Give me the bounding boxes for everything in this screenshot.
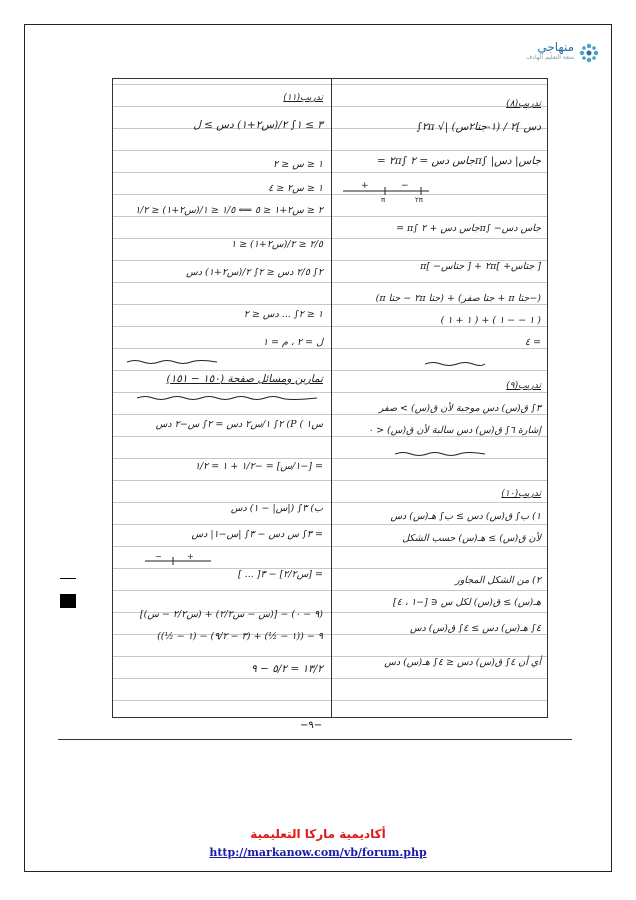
math-line: ٣ ≥ ١∫ ٢/(س٢+١) دس ≥ ل: [193, 119, 323, 131]
math-line: ١ ≤ س٢ ≤ ٤: [268, 183, 323, 194]
math-line: ل = ٢ ، م = ١: [262, 337, 323, 348]
math-line: دس ]٢ / (١-جتا٢س) |√ ٢π∫: [416, 121, 541, 133]
exercise-heading: تدريب(٩): [506, 381, 541, 391]
svg-text:+: +: [187, 553, 194, 561]
math-line: ١ ≤ ٢∫ ... دس ≤ ٢: [243, 309, 323, 320]
exercise-heading: تدريب(٨): [506, 99, 541, 109]
sign-chart-icon: [341, 181, 431, 203]
logo-tagline: متعة التعليم الهادف: [526, 54, 574, 61]
math-line: ٣∫ ق(س) دس موجبة لأن ق(س) > صفر: [378, 403, 541, 414]
math-line: إشارة ٦∫ ق(س) دس سالبة لأن ق(س) < ٠: [367, 425, 541, 436]
svg-text:+: +: [361, 181, 369, 191]
math-line: = ٣∫ س دس − ٣∫ |س−١| دس: [191, 529, 323, 540]
footer-title: أكاديمية ماركا التعليمية: [250, 827, 386, 841]
math-line: π[ −جتاس ] + ٢π[ +جتاس ]: [420, 261, 541, 272]
math-line: ٢) من الشكل المجاور: [455, 575, 541, 586]
math-line: ١٣/٢ = ٥/٢ − ٩: [251, 663, 323, 675]
math-line: ١ ≤ س ≤ ٢: [273, 159, 323, 170]
math-line: ٤ =: [524, 337, 541, 348]
margin-dash: [60, 578, 76, 579]
math-line: ٤∫ هـ(س) دس ≥ ٤∫ ق(س) دس: [409, 623, 541, 634]
svg-text:π: π: [381, 196, 386, 203]
math-line: (٩ − ٠) − [(س − س٢/٢) + (س٢/٢ − س)]: [139, 609, 323, 620]
exercise-heading: تدريب(١٠): [501, 489, 541, 499]
squiggle-divider: [395, 451, 485, 457]
math-line: = [س٢/٢] − ٣[ ... ]: [237, 569, 323, 580]
math-line: ٩ − ((١ − ½) + (٣ − ٩/٢) − (١ − ½)): [157, 631, 323, 642]
squiggle-divider: [137, 395, 317, 401]
math-line: ٢/٥ ≤ ٢/(س٢+١) ≤ ١: [230, 239, 323, 250]
math-line: = ٢π∫ جاس دس = ٢π∫ |جاس| دس: [376, 155, 541, 167]
page-number: −٩−: [300, 720, 323, 731]
math-line: ( ١ + ١ ) + ( ١ − − ١ ): [440, 315, 541, 326]
notebook-sheet: [112, 78, 548, 718]
margin-block: [60, 594, 76, 608]
left-column: [117, 79, 327, 717]
squiggle-divider: [127, 359, 217, 365]
math-line: (−جتا π + جتا صفر) + (جتا ٢π − جتا π): [375, 293, 541, 304]
footer-link[interactable]: http://markanow.com/vb/forum.php: [209, 846, 427, 859]
math-line: ٢ ≤ س٢+١ ≤ ٥ ⟸ ١/٥ ≤ ١/(س٢+١) ≤ ١/٢: [134, 205, 323, 216]
math-line: لأن ق(س) ≥ هـ(س) حسب الشكل: [402, 533, 541, 544]
exercise-heading: تدريب(١١): [283, 93, 323, 103]
logo: [496, 40, 606, 68]
math-line: ١) ب∫ ق(س) دس ≥ ب∫ هـ(س) دس: [390, 511, 541, 522]
svg-text:٢π: ٢π: [415, 196, 423, 203]
svg-text:−: −: [155, 553, 162, 561]
math-line: = π∫ جاس دس + ٢π∫ −جاس دس: [396, 223, 541, 234]
logo-name: منهاجي: [537, 40, 574, 54]
section-heading: تمارين ومسائل صفحة (١٥٠ − ١٥١): [166, 373, 323, 385]
math-line: ب) ٣∫ (|س| − ١) دس: [230, 503, 323, 514]
math-line: س١ ) P) ٢∫ ١/س٢ دس = ٢∫ س−٢ دس: [155, 419, 323, 430]
footer-rule: [58, 739, 572, 740]
column-divider: [331, 79, 332, 717]
squiggle-divider: [425, 361, 485, 367]
svg-text:−: −: [401, 181, 409, 191]
math-line: هـ(س) ≥ ق(س) لكل س ∈ [−١ ، ٤]: [393, 597, 541, 608]
math-line: = [−١/س] = −١/٢ + ١ = ١/٢: [194, 461, 323, 472]
math-line: ٢∫ ٢/٥ دس ≤ ٢∫ ٢/(س٢+١) دس: [186, 267, 323, 278]
math-line: أي أن ٤∫ ق(س) دس ≤ ٤∫ هـ(س) دس: [384, 657, 541, 668]
sign-chart-icon: [143, 553, 213, 567]
logo-flower-icon: [578, 42, 600, 64]
right-column: [335, 79, 545, 717]
